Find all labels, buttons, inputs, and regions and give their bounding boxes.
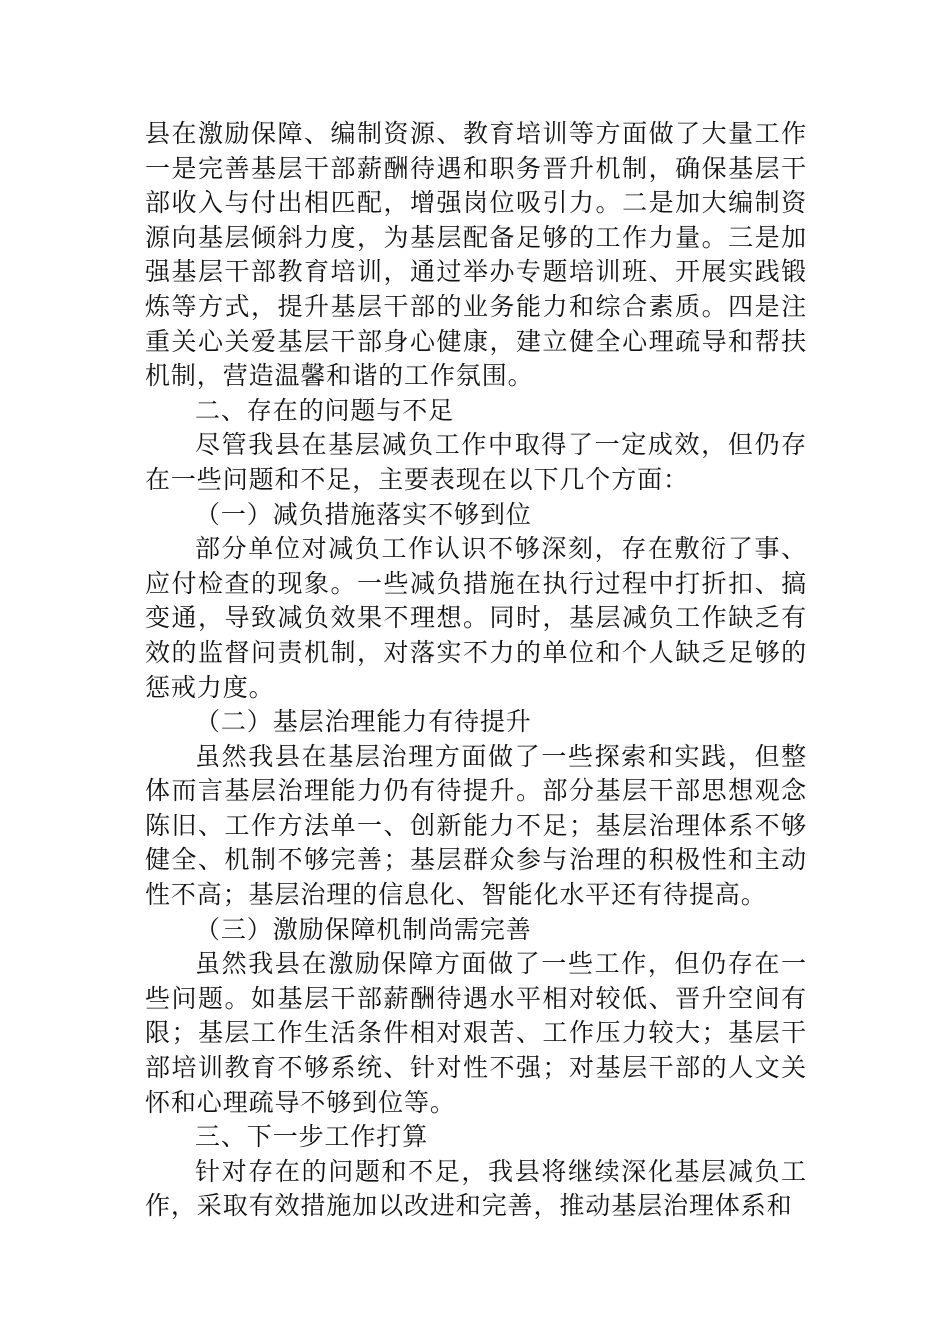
body-paragraph: 针对存在的问题和不足，我县将继续深化基层减负工作，采取有效措施加以改进和完善，推动基层治理体系和 xyxy=(145,1156,807,1221)
document-body xyxy=(145,117,807,1224)
body-paragraph: 虽然我县在激励保障方面做了一些工作，但仍存在一些问题。如基层干部薪酬待遇水平相对较低、晋升空间有限；基层工作生活条件相对艰苦、工作压力较大；基层干部培训教育不够系统、针对性不强；对基层干部的人文关怀和心理疏导不够到位等。 xyxy=(145,949,807,1117)
body-paragraph: 虽然我县在基层治理方面做了一些探索和实践，但整体而言基层治理能力仍有待提升。部分基层干部思想观念陈旧、工作方法单一、创新能力不足；基层治理体系不够健全、机制不够完善；基层群众参与治理的积极性和主动性不高；基层治理的信息化、智能化水平还有待提高。 xyxy=(145,741,807,910)
section-heading: 二、存在的问题与不足 xyxy=(195,395,455,425)
subsection-heading: （三）激励保障机制尚需完善 xyxy=(195,914,532,944)
body-paragraph: 县在激励保障、编制资源、教育培训等方面做了大量工作一是完善基层干部薪酬待遇和职务晋升机制，确保基层干部收入与付出相匹配，增强岗位吸引力。二是加大编制资源向基层倾斜力度，为基层配备足够的工作力量。三是加强基层干部教育培训，通过举办专题培训班、开展实践锻炼等方式，提升基层干部的业务能力和综合素质。四是注重关心关爱基层干部身心健康，建立健全心理疏导和帮扶机制，营造温馨和谐的工作氛围。 xyxy=(145,119,807,391)
subsection-heading: （一）减负措施落实不够到位 xyxy=(195,499,532,529)
subsection-heading: （二）基层治理能力有待提升 xyxy=(195,707,532,737)
body-paragraph: 尽管我县在基层减负工作中取得了一定成效，但仍存在一些问题和不足，主要表现在以下几个方面： xyxy=(145,430,807,494)
section-heading: 三、下一步工作打算 xyxy=(195,1122,429,1152)
body-paragraph: 部分单位对减负工作认识不够深刻，存在敷衍了事、应付检查的现象。一些减负措施在执行过程中打折扣、搞变通，导致减负效果不理想。同时，基层减负工作缺乏有效的监督问责机制，对落实不力的单位和个人缺乏足够的惩戒力度。 xyxy=(145,534,807,702)
